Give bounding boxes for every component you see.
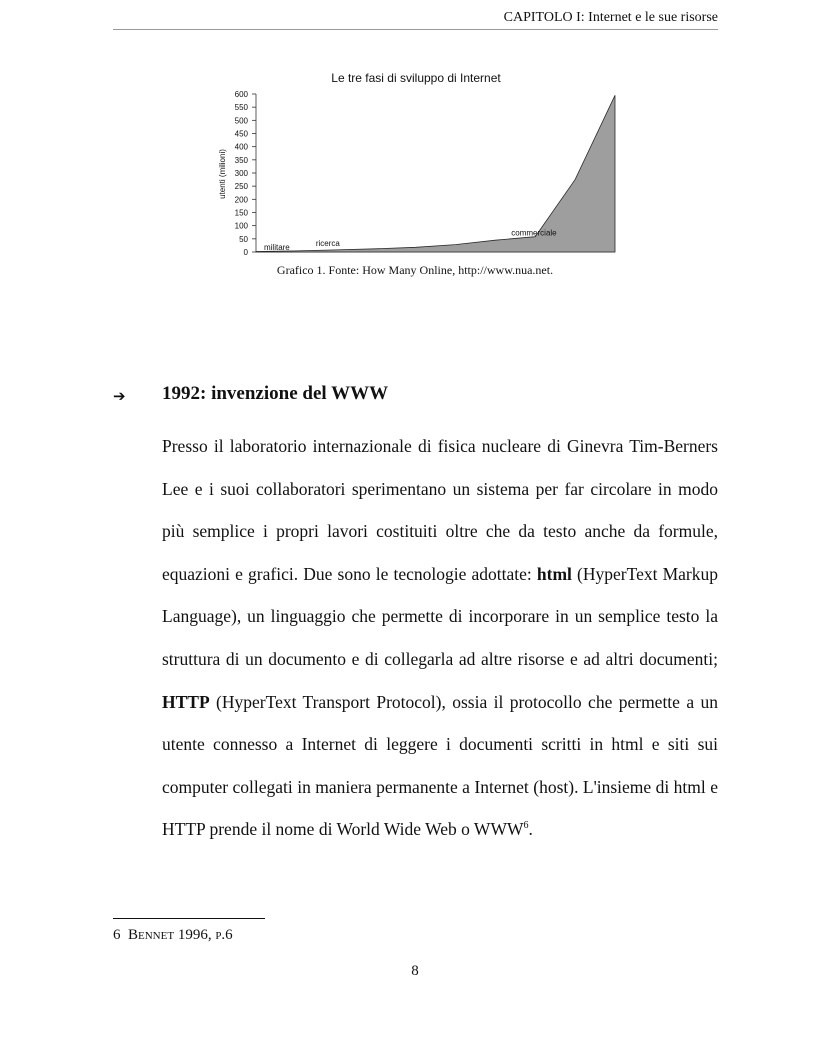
paragraph-text-3: (HyperText Transport Protocol), ossia il protocollo che permette a un utente connesso a Internet di leggere i documenti scritti in html e siti sui computer collegati in maniera permanente a Internet (host). L'insieme di html e HTTP prende il nome di World Wide Web o WWW bbox=[162, 691, 718, 840]
footnote-rule bbox=[113, 918, 265, 919]
chart-series bbox=[256, 95, 615, 252]
y-tick-label: 600 bbox=[234, 90, 248, 99]
phase-label: ricerca bbox=[315, 239, 340, 249]
figure-caption: Grafico 1. Fonte: How Many Online, http://www.nua.net. bbox=[276, 263, 554, 277]
y-tick-label: 250 bbox=[234, 182, 248, 192]
term-http: HTTP bbox=[162, 691, 210, 712]
term-html: html bbox=[536, 563, 572, 584]
paragraph-text-1: Presso il laboratorio internazionale di fisica nucleare di Ginevra Tim-Berners Lee e i suoi collaboratori sperimentano un sistema per far circolare in modo più semplice i propri lavori costituiti oltre che da testo anche da formule, equazioni e grafici. Due sono le tecnologie adottate: bbox=[162, 436, 718, 584]
footnote-number: 6 bbox=[113, 927, 121, 943]
footnote-details: 1996, p.6 bbox=[177, 927, 233, 943]
page-number: 8 bbox=[411, 963, 419, 979]
y-tick-label: 150 bbox=[234, 208, 248, 218]
chart-title: Le tre fasi di sviluppo di Internet bbox=[331, 71, 501, 85]
y-tick-label: 400 bbox=[234, 142, 248, 152]
paragraph-text-2: (HyperText Markup Language), un linguaggio che permette di incorporare in un semplice testo la struttura di un documento e di collegarla ad altre risorse e ad altri documenti; bbox=[162, 563, 718, 669]
y-axis-label: utenti (milioni) bbox=[218, 149, 227, 199]
y-tick-label: 500 bbox=[234, 116, 248, 126]
y-tick-label: 50 bbox=[239, 234, 248, 244]
y-tick-label: 200 bbox=[234, 195, 248, 205]
footnote bbox=[113, 926, 233, 944]
area-series bbox=[256, 95, 615, 252]
phase-label: commerciale bbox=[511, 228, 557, 238]
running-header: CAPITOLO I: Internet e le sue risorse bbox=[503, 10, 718, 25]
y-tick-label: 550 bbox=[234, 103, 248, 113]
arrow-bullet-icon: ➔ bbox=[113, 387, 126, 405]
users-growth-chart bbox=[200, 66, 630, 264]
footnote-author: Bennet bbox=[128, 927, 175, 943]
paragraph-end: . bbox=[528, 819, 533, 840]
footnote-reference[interactable]: 6 bbox=[523, 820, 529, 832]
y-tick-label: 300 bbox=[234, 169, 248, 178]
section-heading: 1992: invenzione del WWW bbox=[162, 383, 389, 404]
y-tick-label: 450 bbox=[234, 129, 248, 139]
y-tick-label: 100 bbox=[234, 221, 248, 231]
y-tick-label: 350 bbox=[234, 155, 248, 165]
header-rule bbox=[113, 29, 718, 30]
phase-label: militare bbox=[263, 243, 290, 252]
body-paragraph bbox=[162, 425, 718, 851]
y-tick-label: 0 bbox=[243, 248, 248, 257]
